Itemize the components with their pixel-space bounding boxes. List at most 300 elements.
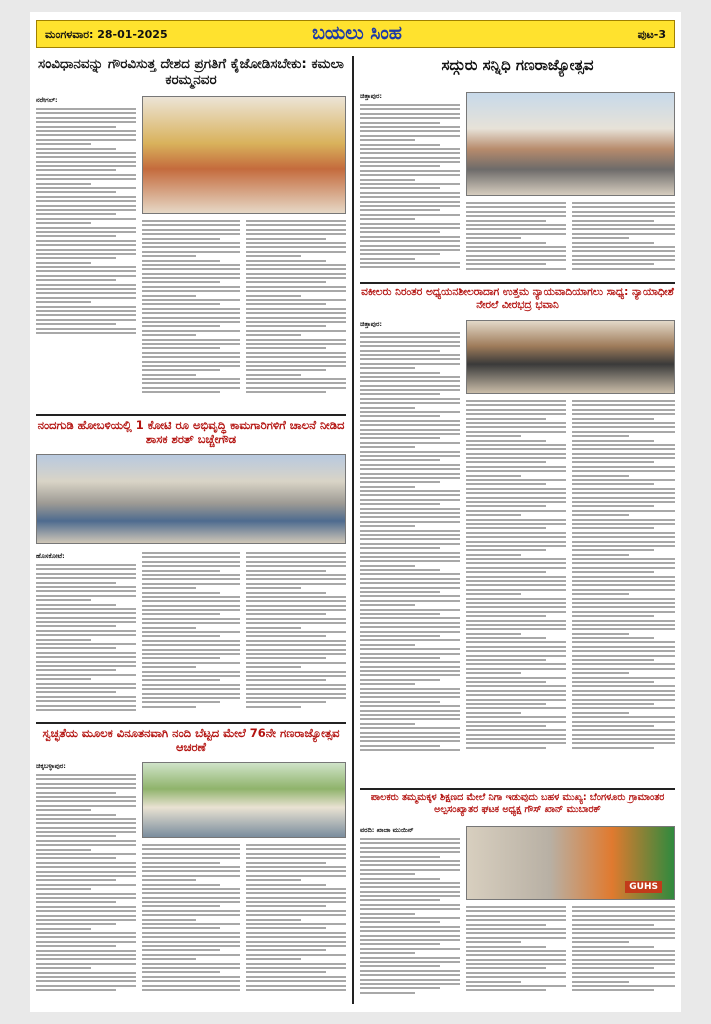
text-line: [246, 697, 346, 699]
text-line: [142, 251, 240, 253]
text-line: [36, 306, 136, 308]
text-line: [36, 709, 136, 711]
text-line: [572, 435, 629, 437]
text-line: [360, 679, 440, 681]
text-line: [572, 725, 654, 727]
text-line: [360, 851, 460, 853]
text-line: [360, 139, 415, 141]
text-line: [246, 853, 346, 855]
text-line: [246, 290, 346, 292]
text-line: [142, 378, 240, 380]
text-line: [572, 418, 654, 420]
text-line: [572, 571, 654, 573]
article-headline: ಸಂವಿಧಾನವನ್ನು ಗೌರವಿಸುತ್ತ ದೇಶದ ಪ್ರಗತಿಗೆ ಕೈಜೋಡಿಸಬೇಕು: ಕಮಲಾ ಕರಮ್ಮನವರ: [38, 56, 344, 89]
text-line: [572, 963, 675, 965]
text-line: [360, 543, 460, 545]
text-line: [572, 527, 654, 529]
text-line: [142, 277, 240, 279]
text-line: [572, 989, 654, 991]
text-line: [246, 260, 326, 262]
text-line: [572, 444, 675, 446]
text-line: [360, 692, 460, 694]
text-line: [142, 870, 240, 872]
text-line: [246, 967, 346, 969]
text-line: [246, 701, 326, 703]
text-line: [360, 227, 460, 229]
text-line: [246, 644, 346, 646]
text-line: [360, 152, 460, 154]
text-line: [360, 376, 460, 378]
text-line: [142, 640, 240, 642]
text-line: [572, 549, 654, 551]
text-line: [36, 954, 136, 956]
text-line: [36, 621, 136, 623]
text-line: [360, 992, 415, 994]
text-line: [246, 897, 346, 899]
text-line: [360, 183, 460, 185]
text-line: [572, 562, 675, 564]
text-line: [142, 684, 240, 686]
text-line: [360, 437, 440, 439]
article-lawyers: [360, 286, 675, 784]
text-line: [360, 961, 460, 963]
text-line: [572, 422, 675, 424]
text-line: [360, 108, 460, 110]
text-line: [246, 378, 346, 380]
text-line: [572, 928, 675, 930]
text-line: [142, 631, 240, 633]
article-headline: ಸದ್ಗುರು ಸನ್ನಿಧಿ ಗಣರಾಜ್ಯೋತ್ಸವ: [441, 56, 594, 74]
text-line: [36, 888, 91, 890]
text-line: [360, 245, 460, 247]
text-line: [246, 927, 326, 929]
text-line: [142, 971, 220, 973]
text-line: [360, 600, 460, 602]
text-line: [36, 240, 136, 242]
text-line: [36, 787, 136, 789]
text-line: [572, 602, 675, 604]
text-line: [466, 475, 521, 477]
text-line: [360, 860, 460, 862]
text-line: [360, 393, 440, 395]
text-line: [360, 468, 460, 470]
text-line: [360, 126, 460, 128]
text-line: [466, 967, 546, 969]
text-line: [360, 908, 460, 910]
text-line: [466, 259, 566, 261]
text-line: [246, 574, 346, 576]
text-line: [36, 625, 116, 627]
text-line: [360, 635, 440, 637]
text-line: [360, 666, 460, 668]
text-line: [142, 578, 240, 580]
text-line: [142, 989, 240, 991]
text-line: [246, 565, 346, 567]
text-line: [246, 941, 346, 943]
photo-flag-hoisting-ceremony: [142, 96, 346, 214]
text-line: [142, 570, 220, 572]
text-line: [246, 844, 346, 846]
text-line: [466, 418, 546, 420]
text-line: [466, 488, 566, 490]
text-line: [246, 640, 346, 642]
text-line: [360, 503, 440, 505]
text-line: [466, 497, 566, 499]
text-line: [246, 985, 346, 987]
text-line: [246, 233, 346, 235]
text-line: [36, 196, 136, 198]
text-line: [572, 431, 675, 433]
text-line: [36, 262, 91, 264]
text-line: [36, 590, 136, 592]
text-line: [572, 470, 675, 472]
text-line: [360, 130, 460, 132]
text-line: [360, 886, 460, 888]
text-line: [36, 919, 136, 921]
text-line: [36, 980, 136, 982]
text-line: [360, 113, 460, 115]
text-line: [36, 893, 136, 895]
text-line: [36, 989, 116, 991]
text-line: [142, 875, 240, 877]
text-line: [572, 228, 675, 230]
text-line: [360, 727, 460, 729]
text-line: [360, 402, 460, 404]
text-line: [246, 875, 346, 877]
text-line: [466, 422, 566, 424]
text-line: [246, 224, 346, 226]
text-line: [36, 126, 116, 128]
article-body-col3: [246, 844, 346, 1006]
text-line: [466, 633, 521, 635]
text-line: [572, 532, 675, 534]
text-line: [36, 835, 116, 837]
text-line: [466, 620, 566, 622]
text-line: [246, 989, 346, 991]
text-line: [360, 521, 460, 523]
text-line: [466, 228, 566, 230]
text-line: [360, 613, 440, 615]
column-divider: [352, 56, 354, 1004]
text-line: [360, 749, 460, 751]
text-line: [246, 613, 326, 615]
text-line: [466, 510, 566, 512]
text-line: [360, 644, 415, 646]
text-line: [246, 949, 326, 951]
text-line: [246, 242, 346, 244]
text-line: [466, 628, 566, 630]
text-line: [360, 587, 460, 589]
text-line: [360, 604, 415, 606]
text-line: [246, 618, 346, 620]
text-line: [572, 663, 675, 665]
text-line: [142, 671, 240, 673]
text-line: [36, 200, 136, 202]
text-line: [360, 873, 415, 875]
text-line: [36, 875, 136, 877]
text-line: [572, 624, 675, 626]
text-line: [360, 367, 415, 369]
text-line: [36, 687, 136, 689]
page-number: ಪುಟ-3: [637, 28, 666, 41]
text-line: [142, 932, 240, 934]
article-body-col3: [246, 220, 346, 410]
article-school: [360, 792, 675, 1006]
text-line: [142, 848, 240, 850]
text-line: [360, 913, 415, 915]
text-line: [142, 592, 220, 594]
article-headline: ನಂದಗುಡಿ ಹೋಬಳಿಯಲ್ಲಿ 1 ಕೋಟಿ ರೂ ಅಭಿವೃದ್ಧಿ ಕಾಮಗಾರಿಗಳಿಗೆ ಚಾಲನೆ ನೀಡಿದ ಶಾಸಕ ಶರತ್ ಬಚ್ಚೇಗೌಡ: [37, 418, 345, 447]
text-line: [36, 634, 136, 636]
text-line: [466, 409, 566, 411]
text-line: [142, 963, 240, 965]
article-sadhguru: [360, 56, 675, 278]
text-line: [360, 499, 460, 501]
text-line: [246, 286, 346, 288]
text-line: [360, 415, 440, 417]
article-body: [36, 96, 136, 410]
text-line: [572, 976, 675, 978]
text-line: [360, 253, 440, 255]
text-line: [142, 352, 240, 354]
text-line: [572, 721, 675, 723]
text-line: [466, 712, 521, 714]
text-line: [572, 475, 629, 477]
text-line: [246, 963, 346, 965]
text-line: [360, 617, 460, 619]
text-line: [36, 599, 91, 601]
text-line: [360, 987, 440, 989]
text-line: [246, 356, 346, 358]
text-line: [360, 161, 460, 163]
text-line: [246, 299, 346, 301]
text-line: [572, 505, 654, 507]
text-line: [142, 609, 240, 611]
text-line: [36, 314, 136, 316]
text-line: [572, 584, 675, 586]
text-line: [466, 532, 566, 534]
text-line: [360, 979, 460, 981]
text-line: [36, 169, 116, 171]
text-line: [142, 587, 196, 589]
text-line: [360, 117, 460, 119]
article-body-col2: [142, 220, 240, 410]
text-line: [572, 707, 675, 709]
text-line: [572, 404, 675, 406]
text-line: [142, 679, 220, 681]
text-line: [360, 477, 460, 479]
article-dateline: ಚಿತ್ತಾಪುರ:: [360, 320, 382, 328]
text-line: [36, 643, 136, 645]
text-line: [360, 878, 440, 880]
article-dateline: ಚಿತ್ತಾಪುರ:: [360, 92, 382, 100]
text-line: [142, 910, 240, 912]
text-line: [246, 382, 346, 384]
text-line: [142, 688, 240, 690]
text-line: [466, 906, 566, 908]
text-line: [360, 459, 440, 461]
text-line: [466, 694, 566, 696]
article-body-col2: [466, 906, 566, 1006]
text-line: [360, 930, 460, 932]
text-line: [360, 446, 415, 448]
text-line: [142, 565, 240, 567]
text-line: [360, 705, 460, 707]
text-line: [36, 669, 116, 671]
text-line: [360, 231, 440, 233]
text-line: [142, 649, 240, 651]
text-line: [246, 932, 346, 934]
text-line: [360, 358, 460, 360]
text-line: [360, 481, 440, 483]
text-line: [360, 838, 460, 840]
text-line: [360, 965, 440, 967]
text-line: [360, 935, 460, 937]
text-line: [466, 224, 566, 226]
text-line: [142, 905, 220, 907]
text-line: [360, 442, 460, 444]
text-line: [142, 622, 240, 624]
text-line: [246, 264, 346, 266]
article-body: [360, 92, 460, 278]
text-line: [142, 892, 240, 894]
text-line: [36, 945, 116, 947]
text-line: [466, 672, 521, 674]
text-line: [36, 857, 116, 859]
text-line: [572, 615, 654, 617]
text-line: [572, 220, 654, 222]
text-line: [142, 321, 240, 323]
text-line: [572, 492, 675, 494]
text-line: [246, 343, 346, 345]
text-line: [466, 220, 546, 222]
text-line: [466, 615, 546, 617]
text-line: [360, 701, 440, 703]
text-line: [36, 871, 136, 873]
text-line: [142, 618, 240, 620]
text-line: [572, 729, 675, 731]
text-line: [142, 286, 240, 288]
text-line: [466, 536, 566, 538]
text-line: [36, 577, 136, 579]
text-line: [466, 527, 546, 529]
text-line: [142, 862, 220, 864]
text-line: [360, 508, 460, 510]
text-line: [572, 668, 675, 670]
text-line: [466, 946, 546, 948]
text-line: [360, 363, 460, 365]
text-line: [246, 369, 326, 371]
text-line: [36, 849, 91, 851]
text-line: [466, 448, 566, 450]
text-line: [466, 567, 566, 569]
text-line: [572, 972, 675, 974]
text-line: [246, 923, 346, 925]
text-line: [572, 655, 675, 657]
text-line: [572, 576, 675, 578]
text-line: [246, 365, 346, 367]
text-line: [572, 646, 675, 648]
text-line: [360, 718, 460, 720]
banner-text: GUHS: [625, 881, 662, 893]
article-body-col3: [572, 400, 675, 784]
photo-school-event-stage: [466, 826, 675, 900]
text-line: [142, 561, 240, 563]
text-line: [142, 613, 220, 615]
text-line: [36, 809, 91, 811]
text-line: [36, 906, 136, 908]
text-line: [142, 936, 240, 938]
text-line: [36, 222, 91, 224]
text-line: [36, 608, 136, 610]
text-line: [36, 130, 136, 132]
text-line: [142, 945, 240, 947]
text-line: [36, 205, 136, 207]
text-line: [142, 857, 240, 859]
text-line: [572, 567, 675, 569]
text-line: [36, 985, 136, 987]
text-line: [360, 157, 460, 159]
text-line: [360, 891, 460, 893]
text-line: [36, 582, 116, 584]
text-line: [466, 972, 566, 974]
text-line: [36, 958, 136, 960]
text-line: [36, 862, 136, 864]
text-line: [142, 303, 220, 305]
photo-lawyers-event-stage: [466, 320, 675, 394]
article-body-col2: [466, 400, 566, 784]
text-line: [572, 910, 675, 912]
text-line: [466, 263, 546, 265]
text-line: [360, 556, 460, 558]
text-line: [572, 263, 654, 265]
text-line: [466, 655, 566, 657]
text-line: [360, 104, 460, 106]
text-line: [142, 317, 240, 319]
text-line: [466, 937, 566, 939]
text-line: [572, 514, 629, 516]
text-line: [36, 586, 136, 588]
text-line: [246, 596, 346, 598]
text-line: [36, 814, 116, 816]
text-line: [246, 971, 326, 973]
text-line: [572, 510, 675, 512]
text-line: [466, 541, 566, 543]
text-line: [360, 696, 460, 698]
text-line: [466, 707, 566, 709]
text-line: [142, 914, 240, 916]
text-line: [572, 554, 629, 556]
text-line: [360, 864, 460, 866]
text-line: [142, 295, 196, 297]
text-line: [246, 622, 346, 624]
text-line: [142, 268, 240, 270]
text-line: [466, 255, 566, 257]
text-line: [36, 178, 136, 180]
text-line: [142, 220, 240, 222]
text-line: [466, 206, 566, 208]
text-line: [36, 218, 136, 220]
text-line: [360, 565, 415, 567]
text-line: [36, 630, 136, 632]
text-line: [466, 571, 546, 573]
text-line: [246, 238, 326, 240]
text-line: [572, 681, 654, 683]
text-line: [466, 233, 566, 235]
text-line: [360, 389, 460, 391]
text-line: [246, 592, 326, 594]
text-line: [572, 479, 675, 481]
